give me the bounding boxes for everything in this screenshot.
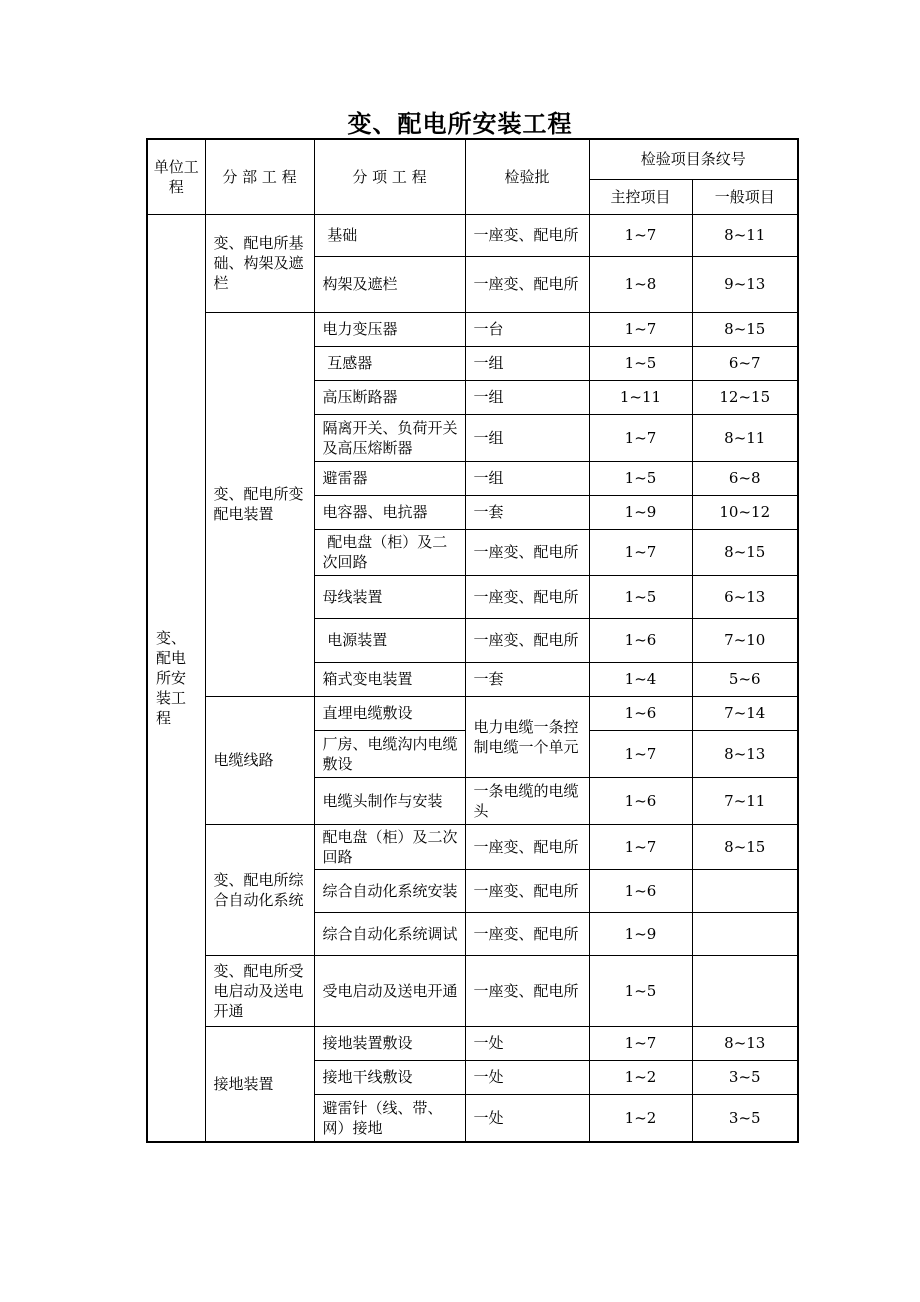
general-cell: 8~11 [692, 214, 798, 256]
batch-cell: 一座变、配电所 [465, 618, 589, 662]
table-row [147, 1026, 798, 1060]
general-cell: 8~13 [692, 730, 798, 777]
main-control-cell: 1~7 [589, 1026, 692, 1060]
main-control-cell: 1~2 [589, 1060, 692, 1094]
header-batch: 检验批 [465, 139, 589, 214]
item-cell: 基础 [314, 214, 465, 256]
batch-cell: 一处 [465, 1060, 589, 1094]
general-cell: 8~15 [692, 824, 798, 869]
batch-cell: 一组 [465, 346, 589, 380]
main-control-cell: 1~5 [589, 461, 692, 495]
main-control-cell: 1~7 [589, 414, 692, 461]
subdivision-cell: 变、配电所基础、构架及遮栏 [205, 214, 314, 312]
item-cell: 电力变压器 [314, 312, 465, 346]
batch-cell: 一处 [465, 1026, 589, 1060]
batch-cell: 一座变、配电所 [465, 824, 589, 869]
general-cell: 6~13 [692, 575, 798, 618]
inspection-table [146, 138, 799, 1143]
batch-cell: 一组 [465, 380, 589, 414]
general-cell [692, 912, 798, 955]
table-row [147, 312, 798, 346]
main-control-cell: 1~6 [589, 618, 692, 662]
table-row [147, 696, 798, 730]
general-cell: 7~10 [692, 618, 798, 662]
batch-cell: 一座变、配电所 [465, 575, 589, 618]
header-subdivision: 分 部 工 程 [205, 139, 314, 214]
general-cell: 7~14 [692, 696, 798, 730]
main-control-cell: 1~7 [589, 529, 692, 575]
batch-cell: 一座变、配电所 [465, 912, 589, 955]
item-cell: 互感器 [314, 346, 465, 380]
subdivision-cell: 电缆线路 [205, 696, 314, 824]
general-cell: 6~8 [692, 461, 798, 495]
main-control-cell: 1~7 [589, 824, 692, 869]
item-cell: 综合自动化系统安装 [314, 869, 465, 912]
page-title: 变、配电所安装工程 [347, 109, 573, 138]
general-cell: 12~15 [692, 380, 798, 414]
main-control-cell: 1~7 [589, 214, 692, 256]
general-cell: 3~5 [692, 1060, 798, 1094]
item-cell: 构架及遮栏 [314, 256, 465, 312]
main-control-cell: 1~11 [589, 380, 692, 414]
subdivision-cell: 变、配电所受电启动及送电开通 [205, 955, 314, 1026]
item-cell: 母线装置 [314, 575, 465, 618]
item-cell: 电源装置 [314, 618, 465, 662]
main-control-cell: 1~2 [589, 1094, 692, 1142]
main-control-cell: 1~9 [589, 912, 692, 955]
batch-cell: 一座变、配电所 [465, 256, 589, 312]
item-cell: 隔离开关、负荷开关及高压熔断器 [314, 414, 465, 461]
main-control-cell: 1~6 [589, 696, 692, 730]
header-clause: 检验项目条纹号 [589, 139, 798, 179]
main-control-cell: 1~8 [589, 256, 692, 312]
general-cell: 7~11 [692, 777, 798, 824]
table-row [147, 214, 798, 256]
item-cell: 配电盘（柜）及二次回路 [314, 824, 465, 869]
header-item: 分 项 工 程 [314, 139, 465, 214]
batch-cell: 一座变、配电所 [465, 869, 589, 912]
subdivision-cell: 接地装置 [205, 1026, 314, 1142]
general-cell: 8~13 [692, 1026, 798, 1060]
general-cell: 10~12 [692, 495, 798, 529]
item-cell: 电容器、电抗器 [314, 495, 465, 529]
general-cell: 5~6 [692, 662, 798, 696]
item-cell: 受电启动及送电开通 [314, 955, 465, 1026]
header-main-control: 主控项目 [589, 179, 692, 214]
main-control-cell: 1~7 [589, 312, 692, 346]
unit-project-cell: 变、配电所安装工程 [147, 214, 205, 1142]
batch-cell: 一处 [465, 1094, 589, 1142]
batch-cell: 一台 [465, 312, 589, 346]
item-cell: 高压断路器 [314, 380, 465, 414]
general-cell: 6~7 [692, 346, 798, 380]
item-cell: 接地装置敷设 [314, 1026, 465, 1060]
table-row [147, 824, 798, 869]
main-control-cell: 1~5 [589, 575, 692, 618]
main-control-cell: 1~5 [589, 346, 692, 380]
batch-cell: 电力电缆一条控制电缆一个单元 [465, 696, 589, 777]
main-control-cell: 1~4 [589, 662, 692, 696]
main-control-cell: 1~6 [589, 777, 692, 824]
general-cell: 9~13 [692, 256, 798, 312]
main-control-cell: 1~5 [589, 955, 692, 1026]
batch-cell: 一套 [465, 662, 589, 696]
batch-cell: 一座变、配电所 [465, 529, 589, 575]
subdivision-cell: 变、配电所变配电装置 [205, 312, 314, 696]
batch-cell: 一座变、配电所 [465, 214, 589, 256]
general-cell: 3~5 [692, 1094, 798, 1142]
main-control-cell: 1~7 [589, 730, 692, 777]
header-general: 一般项目 [692, 179, 798, 214]
table-row [147, 955, 798, 1026]
batch-cell: 一组 [465, 414, 589, 461]
general-cell [692, 955, 798, 1026]
item-cell: 直埋电缆敷设 [314, 696, 465, 730]
item-cell: 电缆头制作与安装 [314, 777, 465, 824]
subdivision-cell: 变、配电所综合自动化系统 [205, 824, 314, 955]
item-cell: 箱式变电装置 [314, 662, 465, 696]
batch-cell: 一套 [465, 495, 589, 529]
item-cell: 配电盘（柜）及二次回路 [314, 529, 465, 575]
batch-cell: 一座变、配电所 [465, 955, 589, 1026]
item-cell: 避雷器 [314, 461, 465, 495]
item-cell: 厂房、电缆沟内电缆敷设 [314, 730, 465, 777]
general-cell: 8~15 [692, 529, 798, 575]
general-cell [692, 869, 798, 912]
main-control-cell: 1~9 [589, 495, 692, 529]
item-cell: 综合自动化系统调试 [314, 912, 465, 955]
batch-cell: 一条电缆的电缆头 [465, 777, 589, 824]
general-cell: 8~15 [692, 312, 798, 346]
batch-cell: 一组 [465, 461, 589, 495]
general-cell: 8~11 [692, 414, 798, 461]
header-unit: 单位工程 [147, 139, 205, 214]
item-cell: 避雷针（线、带、网）接地 [314, 1094, 465, 1142]
main-control-cell: 1~6 [589, 869, 692, 912]
item-cell: 接地干线敷设 [314, 1060, 465, 1094]
